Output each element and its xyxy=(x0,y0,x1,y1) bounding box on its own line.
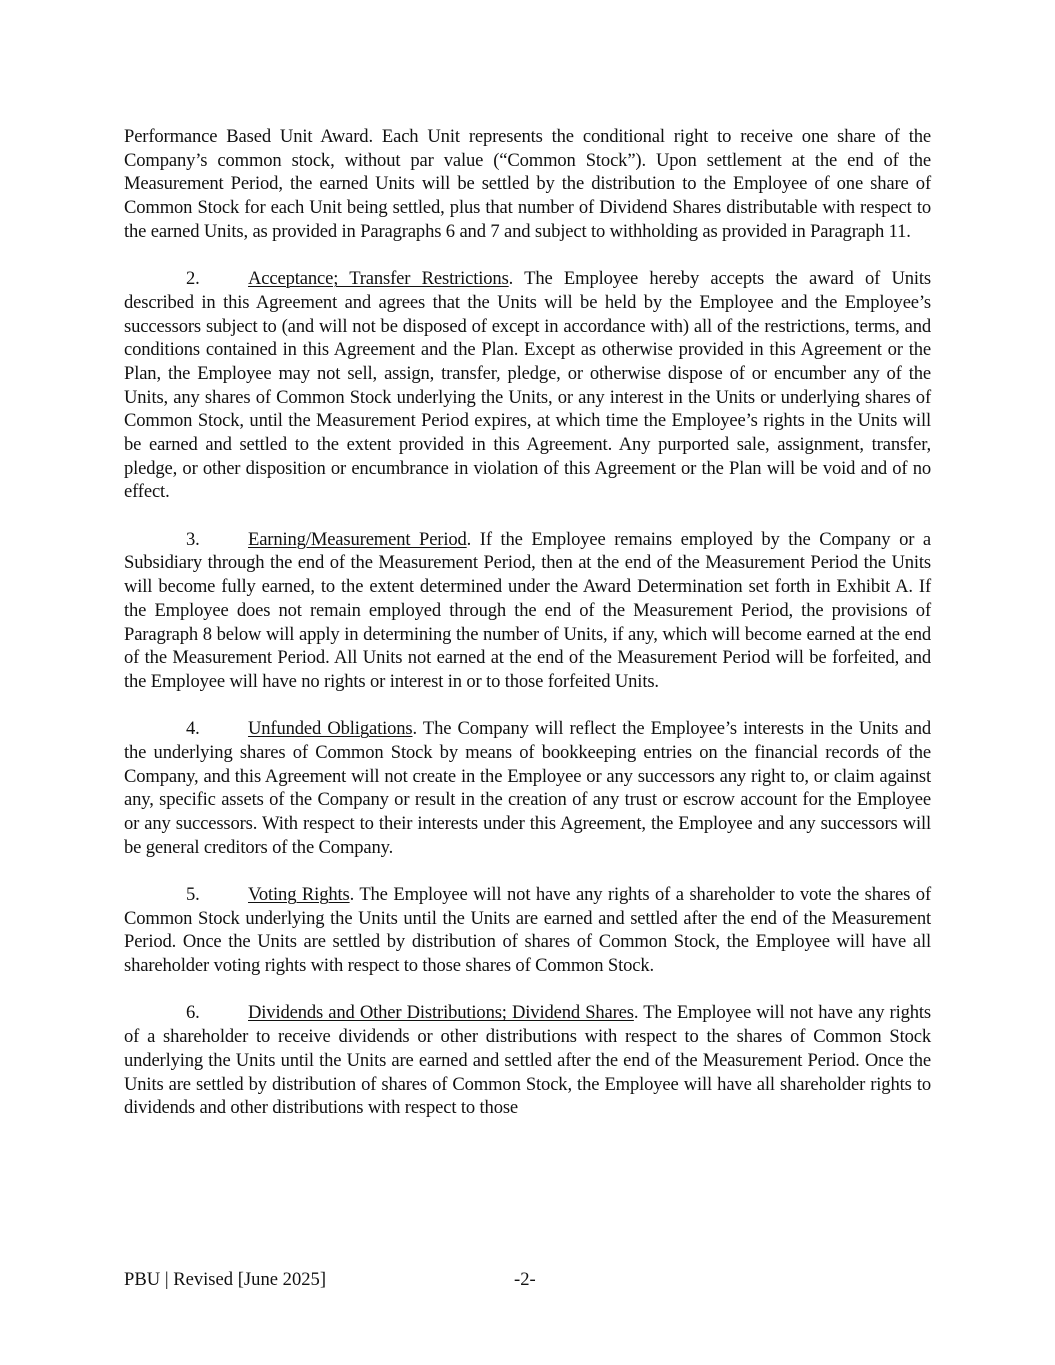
section-heading: Acceptance; Transfer Restrictions xyxy=(248,268,509,290)
section-number: 3. xyxy=(186,528,200,550)
section-5 xyxy=(124,883,931,978)
section-6 xyxy=(124,1001,931,1120)
section-2 xyxy=(124,267,931,504)
section-3 xyxy=(124,528,931,694)
intro-paragraph: Performance Based Unit Award. Each Unit represents the conditional right to receive one share of the Company’s common stock, without par value (“Common Stock”). Upon settlement at the end of the Measurement Period, the earned Units will be settled by the distribution to the Employee of one share of Common Stock for each Unit being settled, plus that number of Dividend Shares distributable with respect to the earned Units, as provided in Paragraphs 6 and 7 and subject to withholding as provided in Paragraph 11. xyxy=(124,126,931,242)
section-heading: Dividends and Other Distributions; Dividend Shares xyxy=(248,1002,634,1024)
section-body: . If the Employee remains employed by the Company or a Subsidiary through the end of the Measurement Period, then at the end of the Measurement Period the Units will become fully earned, to the extent determined under the Award Determination set forth in Exhibit A. If the Employee does not remain employed through the end of the Measurement Period, the provisions of Paragraph 8 below will apply in determining the number of Units, if any, which will become earned at the end of the Measurement Period. All Units not earned at the end of the Measurement Period will be forfeited, and the Employee will have no rights or interest in or to those forfeited Units. xyxy=(124,528,932,692)
section-body: . The Employee will not have any rights of a shareholder to receive dividends or other distributions with respect to the shares of Common Stock underlying the Units until the Units are earned and settled after the end of the Measurement Period. Once the Units are settled by distribution of shares of Common Stock, the Employee will have all shareholder rights to dividends and other distributions with respect to those xyxy=(124,1002,932,1119)
section-body: . The Company will reflect the Employee’s interests in the Units and the underlying shares of Common Stock by means of bookkeeping entries on the financial records of the Company, and this Agreement will not create in the Employee or any successors any right to, or claim against any, specific assets of the Company or result in the creation of any trust or escrow account for the Employee or any successors. With respect to their interests under this Agreement, the Employee and any successors will be general creditors of the Company. xyxy=(124,718,932,858)
footer-page-number: -2- xyxy=(514,1269,536,1290)
section-number: 6. xyxy=(186,1002,200,1024)
section-number: 4. xyxy=(186,718,200,740)
section-heading: Voting Rights xyxy=(248,884,350,906)
section-heading: Unfunded Obligations xyxy=(248,718,413,740)
section-heading: Earning/Measurement Period xyxy=(248,528,467,550)
section-number: 5. xyxy=(186,884,200,906)
section-number: 2. xyxy=(186,268,200,290)
document-page xyxy=(124,125,931,1120)
section-4 xyxy=(124,717,931,859)
footer-revision-label: PBU | Revised [June 2025] xyxy=(124,1269,327,1290)
section-body: . The Employee hereby accepts the award of Units described in this Agreement and agrees that the Units will be held by the Employee and the Employee’s successors subject to (and will not be disposed of except in accordance with) all of the restrictions, terms, and conditions contained in this Agreement and the Plan. Except as otherwise provided in this Agreement or the Plan, the Employee may not sell, assign, transfer, pledge, or otherwise dispose of or encumber any of the Units, any shares of Common Stock underlying the Units, or any interest in the Units or underlying shares of Common Stock, until the Measurement Period expires, at which time the Employee’s rights in the Units will be earned and settled to the extent provided in this Agreement. Any purported sale, assignment, transfer, pledge, or other disposition or encumbrance in violation of this Agreement or the Plan will be void and of no effect. xyxy=(124,268,932,503)
section-body: . The Employee will not have any rights of a shareholder to vote the shares of Common Stock underlying the Units until the Units are earned and settled after the end of the Measurement Period. Once the Units are settled by distribution of shares of Common Stock, the Employee will have all shareholder voting rights with respect to those shares of Common Stock. xyxy=(124,884,931,977)
